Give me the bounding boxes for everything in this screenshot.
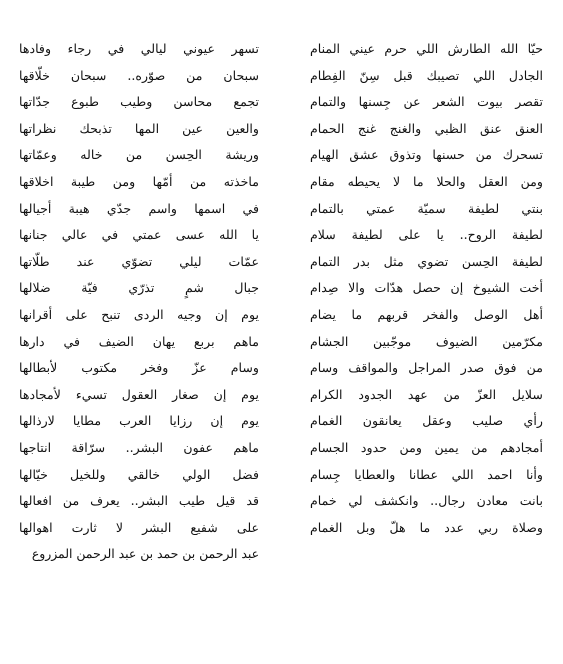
verse-line: أخت الشيوخ إن حصل هدّات والا صِدام (310, 280, 543, 296)
verse-line: بنتي لطيفة سميّة عمتي بالتمام (310, 200, 543, 216)
verse-line: رأي صليب وعقل يعانقون الغمام (310, 413, 543, 429)
verse-line: وريشة الحِسن من خاله وعمّاتها (19, 147, 259, 163)
verse-line: أمجادهم من يمين ومن حدود الجسام (310, 439, 543, 455)
verse-line: الجادل اللي تصيبك قبل سِنّ الفِطام (310, 67, 543, 83)
verse-line: حيّا الله الطارش اللي حرم عيني المنام (310, 41, 543, 56)
verse-line: يوم إن وجيه الردى تنبح على أقرانها (19, 306, 259, 322)
verse-line: من فوق صدر المراجل والمواقف وسام (310, 360, 543, 376)
poem-left-column (19, 36, 259, 568)
verse-line: وصلاة ربي عدد ما هلّ وبل الغمام (310, 519, 543, 535)
verse-line: يا الله عسى عمتي في عالي جنانها (19, 227, 259, 243)
verse-line: تقصر بيوت الشعر عن جِسنها والتمام (310, 94, 543, 110)
verse-line: سلايل العزّ من عهد الجدود الكرام (310, 386, 543, 402)
verse-line: وسام عزّ وفخر مكتوب لأبطالها (19, 360, 259, 376)
verse-line: ماهم بربع يهان الضيف في دارها (19, 333, 259, 349)
verse-line: يوم إن رزايا العرب مطايا لارذالها (19, 413, 259, 429)
verse-line: أهل الوصل والفخر قربهم ما يضام (310, 306, 543, 322)
verse-line: مكرّمين الضيوف موجّبين الجشام (310, 333, 543, 349)
verse-line: على شفيع البشر لا ثارت اهوالها (19, 519, 259, 535)
verse-line: لطيفة الحِسن تضوي مثل بدر التمام (310, 253, 543, 269)
verse-line: ماهم عفون البشر.. سرّاقة انتاجها (19, 439, 259, 455)
poem-right-column (310, 36, 543, 541)
verse-line: لطيفة الروح.. يا على لطيفة سلام (310, 227, 543, 243)
verse-line: ماخذته من أمّها ومن طيبة اخلاقها (19, 173, 259, 189)
verse-line: قد قيل طيب البشر.. يعرف من افعالها (19, 493, 259, 509)
verse-line: جبال شمٍ تذرّي فيّة ضلالها (19, 280, 259, 296)
poet-signature: عبد الرحمن بن حمد بن عبد الرحمن المزروع (31, 546, 259, 562)
verse-line: سبحان من صوّره.. سبحان خلّاقها (19, 67, 259, 83)
verse-line: ومن العقل والحلا ما لا يحيطه مقام (310, 173, 543, 189)
verse-line: بانت معادن رجال.. وانكشف لي خمام (310, 493, 543, 509)
verse-line: تسهر عيوني ليالي في رجاء وفادها (19, 41, 259, 56)
verse-line: والعين عين المها تذبحك نظراتها (19, 120, 259, 136)
verse-line: تسحرك من حسنها وتذوق عشق الهيام (310, 147, 543, 163)
verse-line: يوم إن صغار العقول تسيء لأمجادها (19, 386, 259, 402)
verse-line: عمّات ليلي تضوّي عند طلّاتها (19, 253, 259, 269)
verse-line: العنق عنق الظبي والغنج غنج الحمام (310, 120, 543, 136)
verse-line: وأنا احمد اللي عطانا والعطايا جِسام (310, 466, 543, 482)
verse-line: تجمع محاسن وطيب طبوع جدّاتها (19, 94, 259, 110)
verse-line: فضل الولي خالقي وللخيل خيّالها (19, 466, 259, 482)
verse-line: في اسمها واسم جدّي هيبة أجيالها (19, 200, 259, 216)
